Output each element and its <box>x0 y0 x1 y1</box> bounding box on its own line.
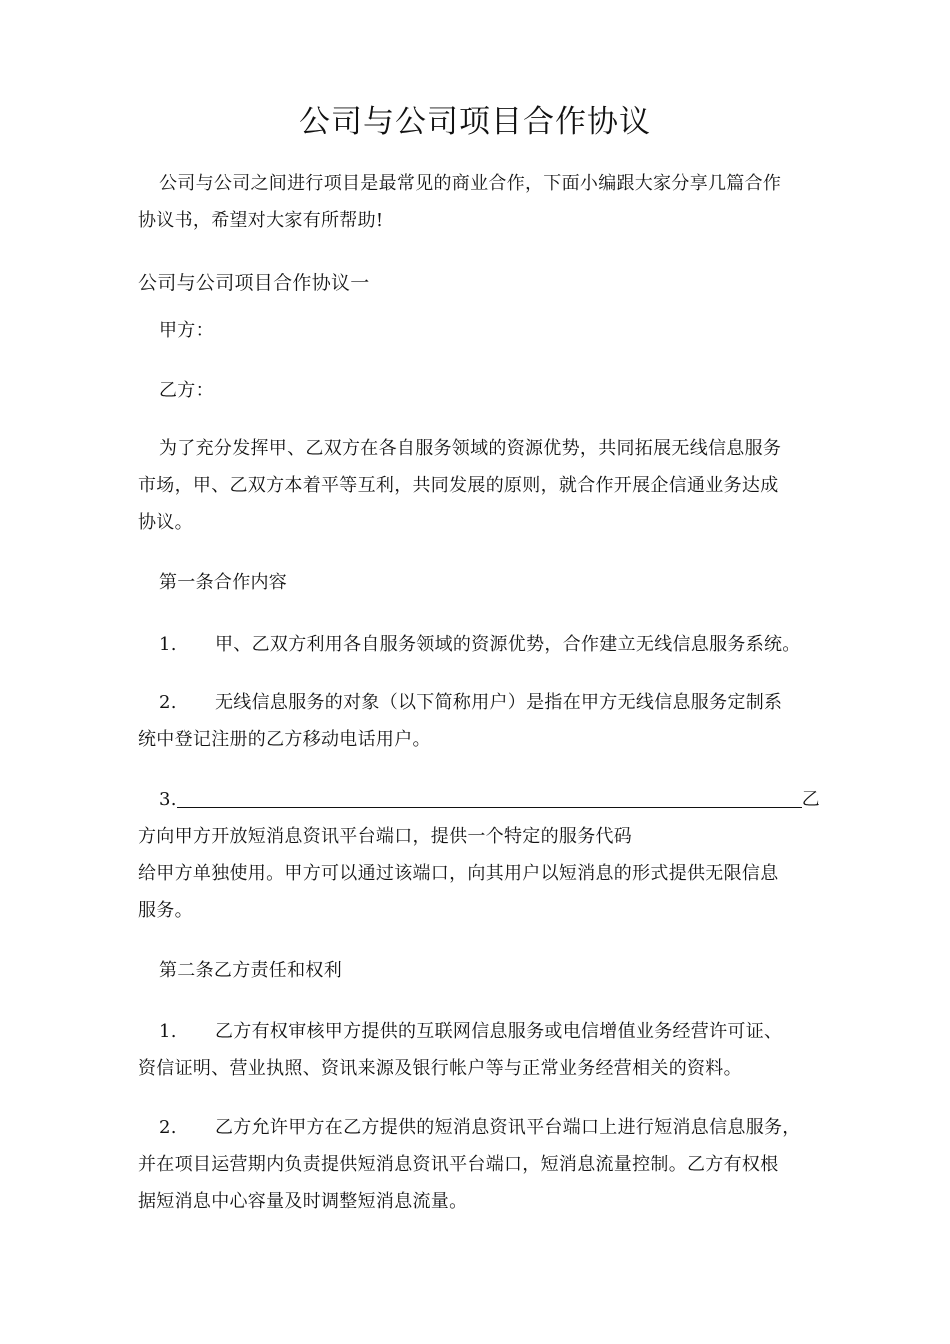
intro-line-1: 公司与公司之间进行项目是最常见的商业合作，下面小编跟大家分享几篇合作 <box>159 173 782 194</box>
item-number: 2. <box>159 692 177 713</box>
preamble-paragraph <box>138 430 828 541</box>
article1-item1 <box>138 626 828 663</box>
preamble-line-1: 为了充分发挥甲、乙双方在各自服务领域的资源优势，共同拓展无线信息服务 <box>159 438 782 459</box>
party-a-label: 甲方： <box>159 320 214 341</box>
item-text: 甲、乙双方利用各自服务领域的资源优势，合作建立无线信息服务系统。 <box>215 634 801 655</box>
article1-item3-line-3: 给甲方单独使用。甲方可以通过该端口，向其用户以短消息的形式提供无限信息 <box>138 863 779 884</box>
article2-item2-line-3: 据短消息中心容量及时调整短消息流量。 <box>138 1191 468 1212</box>
article1-item2-line-1 <box>138 684 828 721</box>
preamble-line-3: 协议。 <box>138 512 193 533</box>
item-text: 乙方允许甲方在乙方提供的短消息资讯平台端口上进行短消息信息服务， <box>215 1117 801 1138</box>
article1-heading <box>138 564 828 601</box>
party-a-line <box>138 312 828 349</box>
intro-line-2: 协议书，希望对大家有所帮助! <box>138 210 384 231</box>
article2-item2 <box>138 1109 828 1220</box>
party-b-line <box>138 372 828 409</box>
article1-item1-line <box>138 626 828 663</box>
item-number: 3. <box>159 789 177 810</box>
article2-item1-line-1 <box>138 1013 828 1050</box>
article1-item3-line-2: 方向甲方开放短消息资讯平台端口，提供一个特定的服务代码 <box>138 826 633 847</box>
item-text: 无线信息服务的对象（以下简称用户）是指在甲方无线信息服务定制系 <box>215 692 783 713</box>
article2-heading-text: 第二条乙方责任和权利 <box>159 960 342 981</box>
article1-heading-text: 第一条合作内容 <box>159 572 288 593</box>
article1-item2-line-2: 统中登记注册的乙方移动电话用户。 <box>138 729 431 750</box>
item-number: 1. <box>159 1021 177 1042</box>
document-title: 公司与公司项目合作协议 <box>299 104 651 140</box>
preamble-line-2: 市场，甲、乙双方本着平等互利，共同发展的原则，就合作开展企信通业务达成 <box>138 475 779 496</box>
party-b-label: 乙方： <box>159 380 214 401</box>
article1-item3-line-4: 服务。 <box>138 900 193 921</box>
section-heading: 公司与公司项目合作协议一 <box>138 272 370 294</box>
article1-item3-line-1 <box>138 781 828 818</box>
item-number: 1. <box>159 634 177 655</box>
item-text: 乙 <box>801 789 821 810</box>
article2-heading <box>138 952 828 989</box>
article1-item3 <box>138 781 828 929</box>
fill-in-blank[interactable] <box>177 785 802 808</box>
article2-item1-line-2: 资信证明、营业执照、资讯来源及银行帐户等与正常业务经营相关的资料。 <box>138 1058 742 1079</box>
article2-item2-line-1 <box>138 1109 828 1146</box>
article1-item2 <box>138 684 828 758</box>
article2-item2-line-2: 并在项目运营期内负责提供短消息资讯平台端口，短消息流量控制。乙方有权根 <box>138 1154 779 1175</box>
item-number: 2. <box>159 1117 177 1138</box>
article2-item1 <box>138 1013 828 1087</box>
item-text: 乙方有权审核甲方提供的互联网信息服务或电信增值业务经营许可证、 <box>215 1021 783 1042</box>
intro-paragraph <box>138 165 828 239</box>
